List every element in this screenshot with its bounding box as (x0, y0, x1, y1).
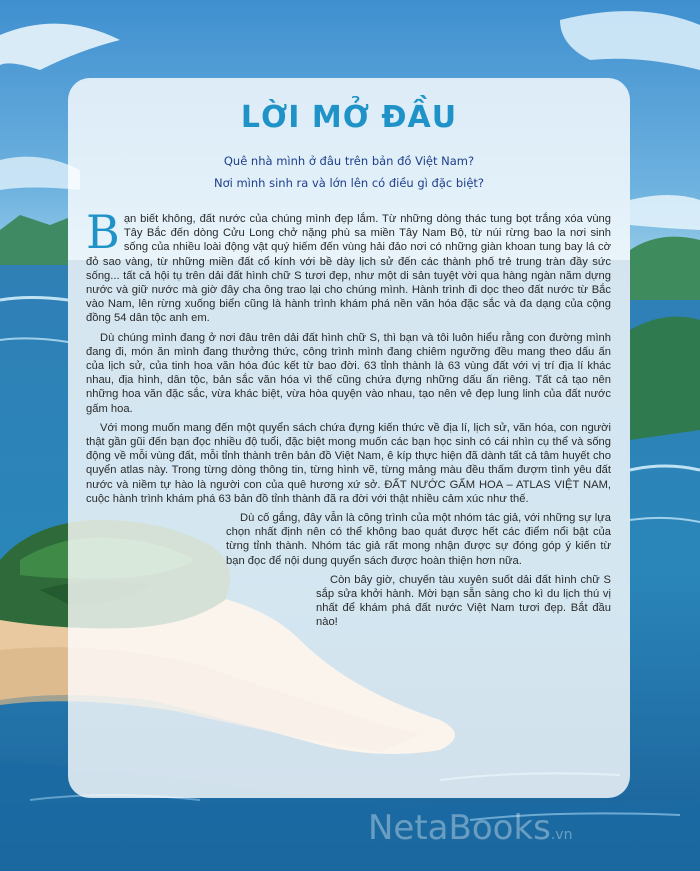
intro-question-2: Nơi mình sinh ra và lớn lên có điều gì đặc biệt? (213, 176, 485, 190)
watermark-suffix: .vn (550, 827, 573, 843)
page-title: LỜI MỞ ĐẦU (240, 100, 458, 135)
drop-cap: B (86, 205, 120, 259)
paragraph-1 (86, 205, 611, 326)
watermark (368, 808, 572, 848)
paragraph-2: Dù chúng mình đang ở nơi đâu trên dải đất hình chữ S, thì bạn và tôi luôn hiểu rằng con đường mình đang đi, món ăn mình đang thưởng thức, công trình mình đang chiêm ngưỡng đều mang theo dấu ấn của lịch sử, của tinh hoa văn hóa đúc kết từ bao đời. 63 tỉnh thành là 63 vùng đất với vị trí địa lí khác nhau, địa hình, dân tộc, bản sắc văn hóa vì thế cũng chứa đựng những dấu ấn riêng. Tất cả tạo nên những hoa văn đặc sắc, vừa khác biệt, vừa hòa quyện vào nhau, tạo nên vẻ đẹp lung linh của đất nước gấm hoa. (86, 331, 611, 415)
watermark-text: NetaBooks (368, 808, 551, 848)
paragraph-3: Với mong muốn mang đến một quyển sách chứa đựng kiến thức về địa lí, lịch sử, văn hóa, con người thật gần gũi đến bạn đọc nhiều độ tuổi, đặc biệt mong muốn các bạn học sinh có cái nhìn cụ thể và sống động về mỗi vùng đất, mỗi tỉnh thành trên bản đồ Việt Nam, ê kíp thực hiện đã dành tất cả tâm huyết cho quyển atlas này. Trong từng dòng thông tin, từng hình vẽ, từng mảng màu đều thấm đượm tình yêu đất nước và niềm tự hào là người con của quê hương xứ sở. ĐẤT NƯỚC GẤM HOA – ATLAS VIỆT NAM, cuộc hành trình khám phá 63 bản đồ tỉnh thành đã ra đời với thật nhiều cảm xúc như thế. (86, 421, 611, 505)
body-text (86, 205, 611, 635)
intro-question-1: Quê nhà mình ở đâu trên bản đồ Việt Nam? (223, 154, 475, 168)
paragraph-4: Dù cố gắng, đây vẫn là công trình của một nhóm tác giả, với những sự lựa chọn nhất định nên có thể không bao quát được hết các điểm nổi bật của từng tỉnh thành. Nhóm tác giả rất mong nhận được sự đóng góp ý kiến từ bạn đọc để nội dung quyển sách được hoàn thiện hơn nữa. (226, 512, 611, 567)
paragraph-5: Còn bây giờ, chuyến tàu xuyên suốt dải đất hình chữ S sắp sửa khởi hành. Mời bạn sẵn sàng cho kì du lịch thú vị nhất để khám phá đất nước Việt Nam tươi đẹp. Bắt đầu nào! (316, 573, 611, 629)
paragraph-1-text: ạn biết không, đất nước của chúng mình đẹp lắm. Từ những dòng thác tung bọt trắng xóa vùng Tây Bắc đến dòng Cửu Long chở nặng phù sa miền Tây Nam Bộ, từ núi rừng bao la nơi sinh sống của nhiều loài động vật quý hiếm đến vùng hải đảo nơi có những giàn khoan tung bay lá cờ đỏ sao vàng, từ những miền đất cổ kính với bề dày lịch sử đến các thành phố trẻ trung tràn đầy sức sống... tất cả hội tụ trên dải đất hình chữ S tươi đẹp, như một di sản tuyệt vời qua hàng ngàn năm dựng nước và giữ nước mà giờ đây cha ông trao lại cho chúng mình. Hành trình đi dọc theo đất nước từ Bắc vào Nam, lên rừng xuống biển cũng là hành trình khám phá nền văn hóa đặc sắc và đa dạng của cộng đồng 54 dân tộc anh em. (86, 213, 611, 325)
